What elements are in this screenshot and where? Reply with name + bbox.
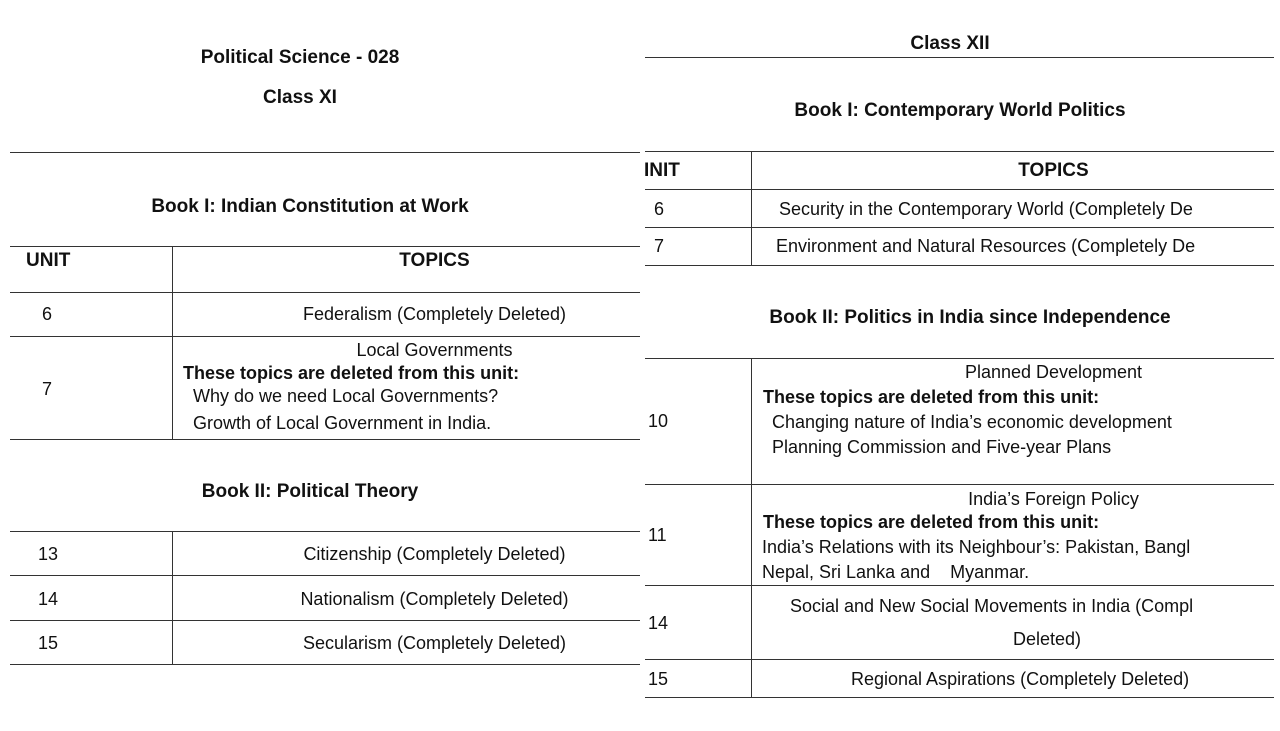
deleted-topics-label: These topics are deleted from this unit: (763, 387, 1100, 407)
unit-header: UNIT (26, 250, 71, 271)
unit-header: INIT (644, 160, 680, 181)
book2-title: Book II: Politics in India since Independence (769, 307, 1171, 328)
class-xii-panel (640, 0, 1274, 731)
book1-title: Book I: Contemporary World Politics (794, 100, 1126, 121)
topic-text: Secularism (Completely Deleted) (302, 633, 567, 653)
table-border (645, 697, 1274, 698)
table-border (10, 620, 640, 621)
class-xii-title: Class XII (910, 33, 990, 54)
topic-text: India’s Foreign Policy (968, 489, 1139, 509)
table-border (645, 265, 1274, 266)
topic-text: Deleted) (1013, 629, 1082, 649)
topic-text: Nationalism (Completely Deleted) (300, 589, 569, 609)
deleted-topic-item: Planning Commission and Five-year Plans (772, 437, 1112, 457)
unit-number: 15 (38, 633, 59, 653)
topic-text: Social and New Social Movements in India (Compl (790, 596, 1194, 616)
unit-number: 6 (42, 304, 53, 324)
deleted-topics-label: These topics are deleted from this unit: (763, 512, 1100, 532)
topic-text: Planned Development (964, 362, 1143, 382)
table-border (10, 246, 640, 247)
table-border (645, 358, 1274, 359)
unit-number: 10 (648, 411, 669, 431)
class-xi-title: Class XI (263, 87, 337, 108)
table-border (10, 531, 640, 532)
table-border (645, 659, 1274, 660)
divider (645, 57, 1274, 58)
unit-number: 7 (42, 379, 53, 399)
book2-title: Book II: Political Theory (201, 481, 419, 502)
deleted-topic-item: Growth of Local Government in India. (193, 413, 492, 433)
deleted-topic-item: Changing nature of India’s economic development (772, 412, 1172, 432)
unit-number: 6 (654, 199, 665, 219)
unit-number: 14 (648, 613, 669, 633)
table-border (10, 292, 640, 293)
topic-text: Local Governments (356, 340, 513, 360)
subject-title: Political Science - 028 (200, 47, 400, 68)
divider (10, 152, 640, 153)
topics-header: TOPICS (1018, 160, 1089, 181)
table-border (645, 227, 1274, 228)
topic-text: Citizenship (Completely Deleted) (303, 544, 566, 564)
unit-number: 11 (648, 525, 667, 545)
table-border (10, 336, 640, 337)
unit-number: 13 (38, 544, 59, 564)
table-border (10, 439, 640, 440)
table-border (645, 484, 1274, 485)
table-border (10, 575, 640, 576)
table-border (645, 151, 1274, 152)
topics-header: TOPICS (399, 250, 470, 271)
deleted-topic-item: India’s Relations with its Neighbour’s: Pakistan, Bangl (762, 537, 1191, 557)
topic-text: Regional Aspirations (Completely Deleted) (851, 669, 1190, 689)
table-border (751, 358, 752, 697)
table-border (10, 664, 640, 665)
table-border (645, 585, 1274, 586)
topic-text: Environment and Natural Resources (Completely De (776, 236, 1196, 256)
table-border (645, 189, 1274, 190)
topic-text: Security in the Contemporary World (Completely De (779, 199, 1193, 219)
book1-title: Book I: Indian Constitution at Work (151, 196, 469, 217)
deleted-topic-item: Nepal, Sri Lanka and Myanmar. (762, 562, 1030, 582)
deleted-topic-item: Why do we need Local Governments? (193, 386, 499, 406)
deleted-topics-label: These topics are deleted from this unit: (183, 363, 520, 383)
unit-number: 15 (648, 669, 669, 689)
unit-number: 14 (38, 589, 59, 609)
unit-number: 7 (654, 236, 665, 256)
topic-text: Federalism (Completely Deleted) (302, 304, 567, 324)
